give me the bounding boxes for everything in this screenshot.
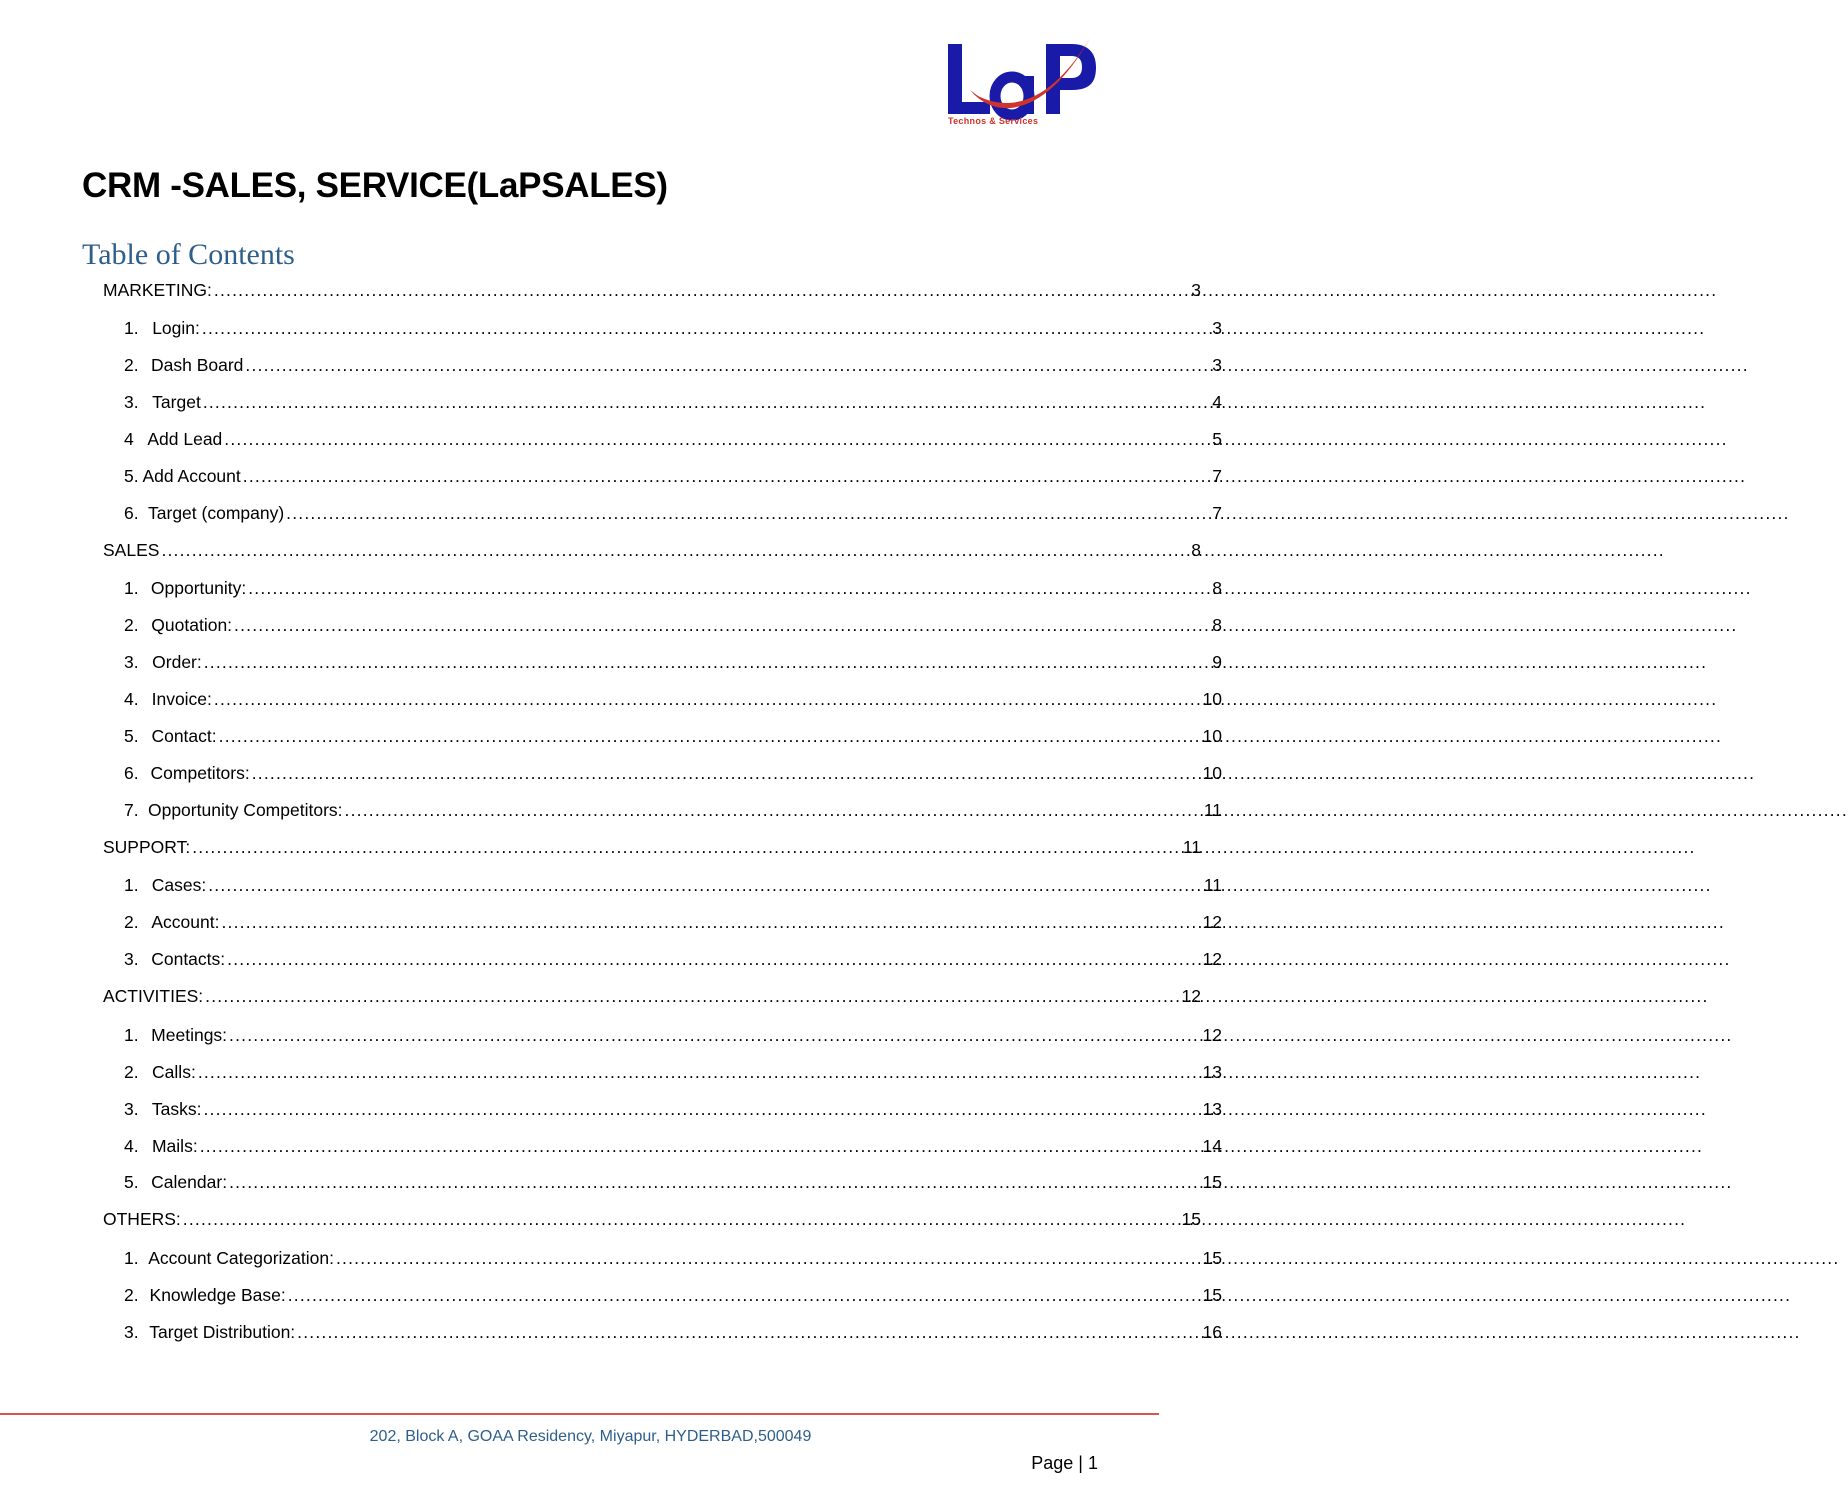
toc-page: 12 [1202,912,1222,932]
toc-page: 11 [1203,875,1222,895]
toc-number: 3. [124,652,139,672]
toc-label: Dash Board [150,355,244,375]
toc-page: 12 [1202,1025,1222,1045]
toc-number: 4. [124,1136,139,1156]
toc-label: Contacts: [151,949,226,969]
toc-entry-knowledge-base[interactable] [0,1282,1222,1308]
toc-number: 1. [124,1248,139,1268]
toc-page: 8 [1212,578,1222,598]
toc-page: 15 [1202,1172,1222,1192]
toc-number: 2. [124,1062,139,1082]
toc-number: 3. [124,392,139,412]
toc-entry-quotation[interactable] [0,612,1222,638]
toc-number: 6. [124,763,139,783]
toc-entry-dash-board[interactable] [0,352,1222,378]
toc-entry-order[interactable] [0,649,1222,675]
toc-number: 4. [124,689,139,709]
toc-number: 3. [124,949,139,969]
toc-label: Invoice: [151,689,212,709]
toc-page: 15 [1202,1248,1222,1268]
toc-page: 14 [1202,1136,1222,1156]
toc-page: 15 [1202,1285,1222,1305]
toc-page: 13 [1202,1099,1222,1119]
toc-entry-target-company[interactable] [0,500,1222,526]
toc-label: Competitors: [150,763,250,783]
toc-page: 3 [1191,280,1201,300]
footer-divider [0,1413,1159,1415]
toc-entry-tasks[interactable] [0,1096,1222,1122]
toc-entry-others[interactable] [0,1206,1201,1232]
toc-page: 7 [1212,466,1222,486]
toc-label: Account Categorization: [148,1248,334,1268]
toc-page: 10 [1202,689,1222,709]
toc-page: 9 [1212,652,1222,672]
toc-entry-invoice[interactable] [0,686,1222,712]
toc-number: 1. [124,318,139,338]
toc-entry-mails[interactable] [0,1133,1222,1159]
toc-label: Knowledge Base: [149,1285,286,1305]
toc-label: Target Distribution: [149,1322,296,1342]
toc-page: 10 [1202,726,1222,746]
toc-page: 3 [1212,318,1222,338]
toc-entry-calendar[interactable] [0,1169,1222,1195]
toc-page: 13 [1202,1062,1222,1082]
logo-tagline: Technos & Services [948,116,1039,126]
toc-entry-calls[interactable] [0,1059,1222,1085]
toc-entry-opportunity-competitors[interactable] [0,797,1222,823]
toc-page: 11 [1182,837,1201,857]
toc-label: Calendar: [151,1172,228,1192]
toc-number: 2. [124,615,139,635]
toc-label: Quotation: [151,615,233,635]
toc-entry-login[interactable] [0,315,1222,341]
document-title: CRM -SALES, SERVICE(LaPSALES) [82,166,668,205]
toc-page: 12 [1181,986,1201,1006]
toc-entry-marketing[interactable] [0,277,1201,303]
toc-page: 8 [1191,540,1201,560]
toc-entry-account[interactable] [0,909,1222,935]
toc-page: 3 [1212,355,1222,375]
toc-number: 5. [124,1172,139,1192]
toc-entry-support[interactable] [0,834,1201,860]
toc-label: SALES [103,540,160,560]
toc-label: 4 Add Lead [124,429,223,449]
toc-label: Opportunity Competitors: [147,800,343,820]
toc-entry-add-account[interactable] [0,463,1222,489]
toc-label: Account: [151,912,220,932]
toc-label: Calls: [152,1062,196,1082]
toc-entry-contacts[interactable] [0,946,1222,972]
toc-entry-opportunity[interactable] [0,575,1222,601]
toc-entry-meetings[interactable] [0,1022,1222,1048]
toc-number: 7. [124,800,139,820]
toc-number: 2. [124,355,139,375]
toc-label: Cases: [151,875,207,895]
toc-page: 12 [1202,949,1222,969]
toc-label: OTHERS: [103,1209,181,1229]
toc-page: 7 [1212,503,1222,523]
toc-entry-activities[interactable] [0,983,1201,1009]
toc-page: 10 [1202,763,1222,783]
toc-label: MARKETING: [103,280,212,300]
toc-number: 1. [124,875,139,895]
toc-page: 5 [1212,429,1222,449]
toc-entry-sales[interactable] [0,537,1201,563]
toc-number: 2. [124,1285,139,1305]
toc-label: Target [152,392,201,412]
toc-page: 4 [1212,392,1222,412]
toc-entry-target[interactable] [0,389,1222,415]
toc-label: SUPPORT: [103,837,191,857]
toc-number: 5. [124,726,139,746]
toc-number: 1. [124,1025,139,1045]
toc-label: Opportunity: [150,578,247,598]
toc-page: 8 [1212,615,1222,635]
toc-label: Order: [152,652,202,672]
toc-entry-competitors[interactable] [0,760,1222,786]
page-number: Page | 1 [1031,1453,1098,1473]
toc-entry-cases[interactable] [0,872,1222,898]
toc-label: ACTIVITIES: [103,986,204,1006]
toc-label: 5. Add Account [124,466,241,486]
toc-number: 1. [124,578,139,598]
toc-label: Contact: [151,726,217,746]
toc-label: 6. Target (company) [124,503,285,523]
toc-label: Tasks: [151,1099,202,1119]
toc-page: 15 [1181,1209,1201,1229]
toc-page: 11 [1203,800,1222,820]
toc-number: 2. [124,912,139,932]
footer-address: 202, Block A, GOAA Residency, Miyapur, HYDERBAD,500049 [369,1428,812,1445]
toc-entry-account-categorization[interactable] [0,1245,1222,1271]
toc-heading: Table of Contents [82,238,295,271]
toc-label: Login: [152,318,200,338]
toc-number: 3. [124,1322,139,1342]
toc-entry-add-lead[interactable] [0,426,1222,452]
toc-label: Mails: [151,1136,198,1156]
toc-entry-contact[interactable] [0,723,1222,749]
toc-label: Meetings: [151,1025,228,1045]
toc-page: 16 [1202,1322,1222,1342]
toc-entry-target-distribution[interactable] [0,1319,1222,1345]
toc-number: 3. [124,1099,139,1119]
